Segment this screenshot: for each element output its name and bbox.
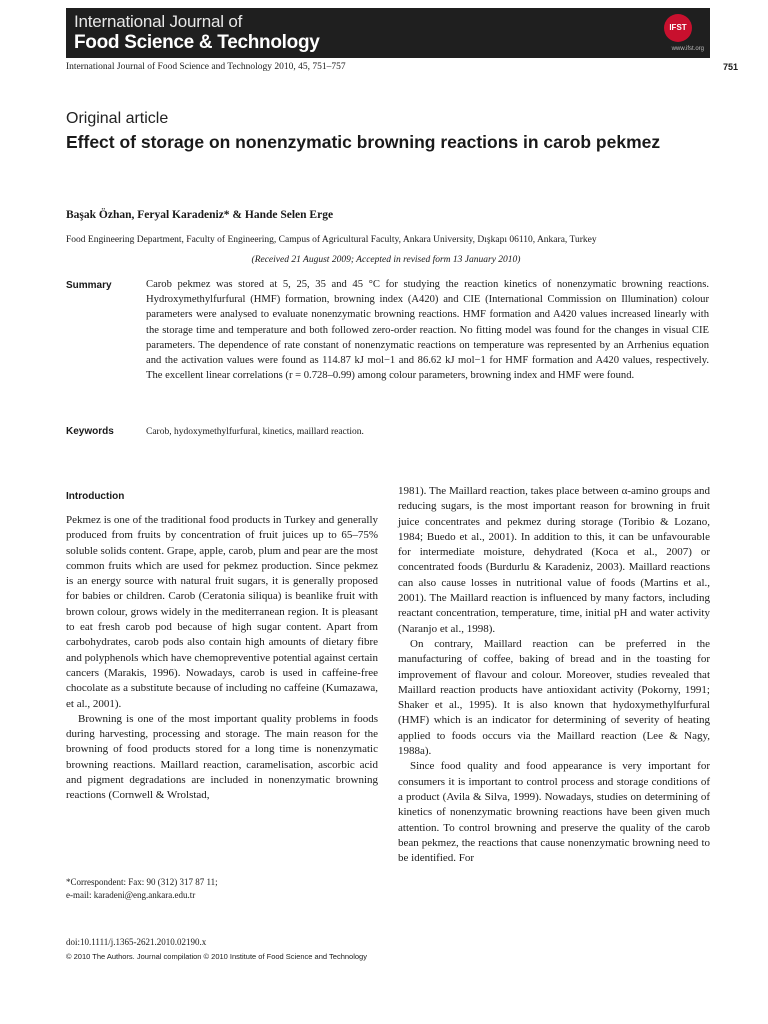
article-title: Effect of storage on nonenzymatic browning reactions in carob pekmez [66, 132, 661, 152]
right-column [398, 484, 710, 866]
copyright: © 2010 The Authors. Journal compilation © 2010 Institute of Food Science and Technology [66, 952, 367, 961]
paragraph: Since food quality and food appearance is very important for consumers it is important to control process and storage conditions of a product (Avila & Silva, 1999). Nowadays, studies on determining of kinetics of nonenzymatic browning reactions have been given much attention. To control browning and preserve the quality of the carob bean pekmez, the reactions that cause nonenzymatic browning need to be identified. For [398, 760, 710, 865]
left-column [66, 491, 378, 804]
paragraph: Browning is one of the most important quality problems in foods during harvesting, processing and storage. The main reason for the browning of food products stored for a long time is nonenzymatic browning reactions. Maillard reaction, caramelisation, ascorbic acid and pigment degradations are included in nonenzymatic browning reactions (Cornwell & Wrolstad, [66, 712, 378, 802]
journal-name-line1: International Journal of [74, 12, 243, 31]
introduction-heading: Introduction [66, 491, 125, 502]
affiliation: Food Engineering Department, Faculty of Engineering, Campus of Agricultural Faculty, Ankara University, Dışkapı 06110, Ankara, Turkey [66, 235, 597, 245]
summary-label: Summary [66, 280, 112, 291]
summary-text: Carob pekmez was stored at 5, 25, 35 and 45 °C for studying the reaction kinetics of nonenzymatic browning reactions. Hydroxymethylfurfural (HMF) formation, browning index (A420) and CIE (International Commission on Illumination) colour parameters were analysed to evaluate nonenzymatic browning reactions. HMF formation and A420 values increased linearly with the storage time and temperature and both followed zero-order reaction. No fitting model was found for the changes in visual CIE parameters. The dependence of rate constant of nonenzymatic reactions on temperature was represented by an Arrhenius equation and the activation values were found as 114.87 kJ mol−1 and 86.62 kJ mol−1 for HMF formation and A420 values, respectively. The excellent linear correlations (r = 0.728–0.99) among colour parameters, browning index and HMF were found. [146, 279, 709, 382]
paragraph: On contrary, Maillard reaction can be preferred in the manufacturing of coffee, baking of bread and in the toasting for improvement of flavour and colour. Moreover, studies revealed that Maillard reaction products have antioxidant activity (Pokorny, 1991; Shaker et al., 1995). It is also known that hydoxymethylfurfural (HMF) which is an indicator for determining of severity of heating applied to foods occurs via the Maillard reaction (Lee & Nagy, 1988a). [398, 637, 710, 758]
logo-url: www.ifst.org [671, 46, 704, 52]
article-type: Original article [66, 110, 169, 127]
correspondence-footnote [66, 876, 218, 902]
ifst-logo-icon: IFST [664, 14, 692, 42]
keywords-text: Carob, hydoxymethylfurfural, kinetics, maillard reaction. [146, 427, 364, 437]
received-dates: (Received 21 August 2009; Accepted in revised form 13 January 2010) [251, 255, 521, 265]
page-number: 751 [722, 62, 738, 72]
doi: doi:10.1111/j.1365-2621.2010.02190.x [66, 937, 207, 947]
paragraph: 1981). The Maillard reaction, takes place between α-amino groups and reducing sugars, is the most important reason for browning in fruit juice concentrates and pekmez during storage (Toribio & Lozano, 1984; Buedo et al., 2001). In addition to this, it can be unfavourable for intermediate moisture, dehydrated (Koca et al., 2007) or concentrated foods (Burdurlu & Karadeniz, 2003). Maillard reactions can also cause losses in nutritional value of foods (Martins et al., 2001). The Maillard reaction is influenced by many factors, including reactant concentration, temperature, time, initial pH and water activity (Naranjo et al., 1998). [398, 485, 710, 635]
correspondent-email: e-mail: karadeni@eng.ankara.edu.tr [66, 890, 196, 900]
journal-masthead [66, 8, 710, 58]
journal-citation: International Journal of Food Science and Technology 2010, 45, 751–757 [66, 62, 346, 72]
journal-banner [0, 0, 768, 64]
authors: Başak Özhan, Feryal Karadeniz* & Hande Selen Erge [66, 209, 334, 221]
paragraph: Pekmez is one of the traditional food products in Turkey and generally produced from fruits by concentration of fruit juices up to 65–75% soluble solids content. Grape, apple, carob, plum and pear are the most common fruits which are used for pekmez production. Since pekmez is an energy source with natural fruit sugars, it is generally proposed for babies or children. Carob (Ceratonia siliqua) is beanlike fruit with brown colour, grows widely in the mediterranean region. It is pleasant to eat fresh carob pod because of high sugar content. Apart from carbohydrates, carob pods also contain high amounts of dietary fibre and polyphenols which have chemopreventive potential against certain cancers (Marakis, 1996). Nowadays, carob is used in caffeine-free chocolate as a substitute because of including no caffeine (Kumazawa, et al., 2001). [66, 514, 378, 710]
journal-name-line2: Food Science & Technology [74, 32, 320, 53]
keywords-label: Keywords [66, 426, 114, 437]
correspondent-fax: *Correspondent: Fax: 90 (312) 317 87 11; [66, 877, 218, 887]
